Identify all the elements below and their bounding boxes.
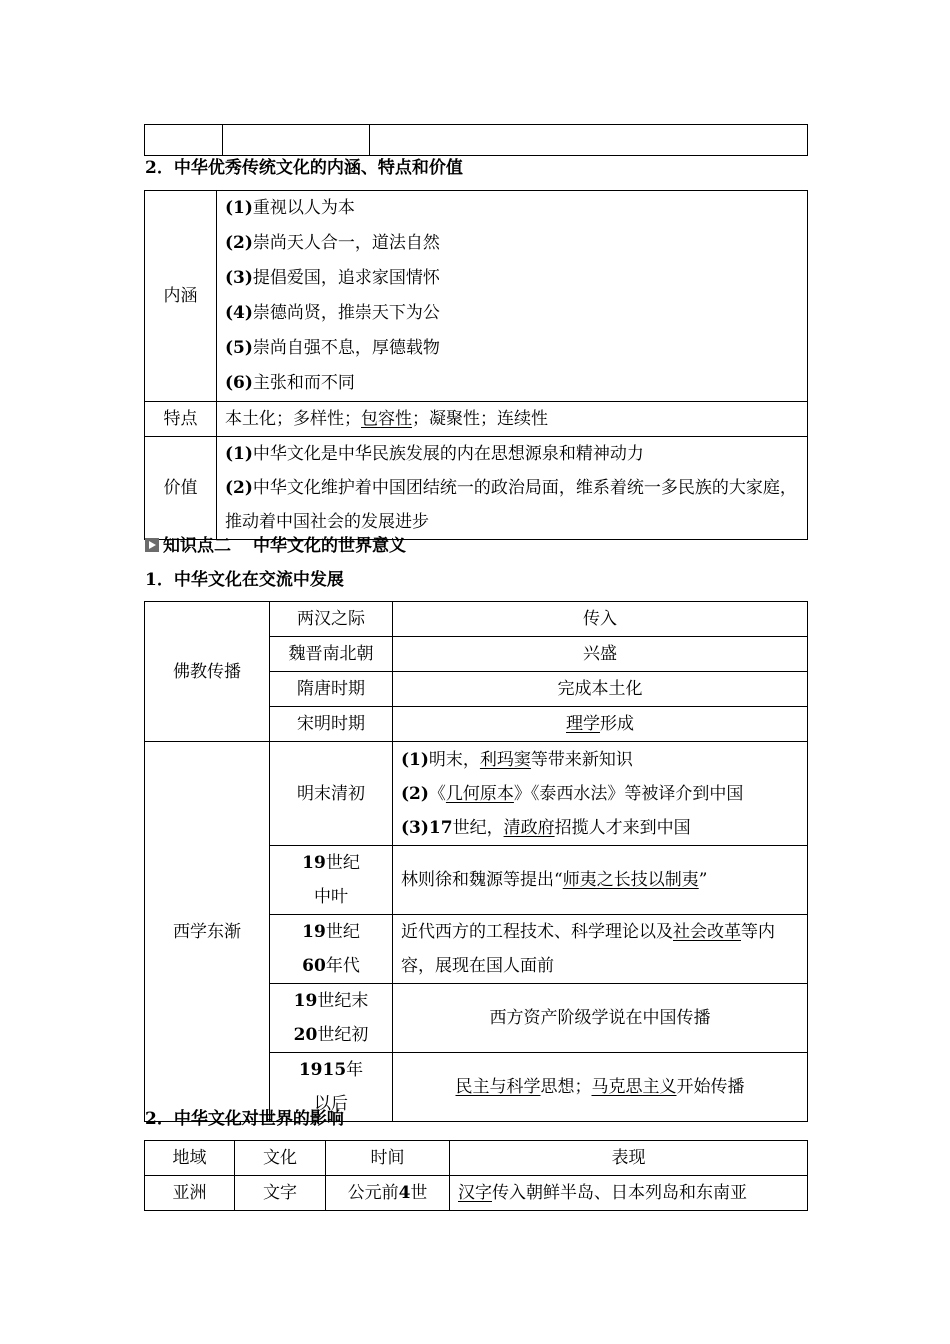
text: 中叶 xyxy=(314,887,348,907)
text: 招揽人才来到中国 xyxy=(554,817,691,838)
period-number: 19 xyxy=(293,991,318,1011)
item-text: 提倡爱国，追求家国情怀 xyxy=(252,268,440,288)
text: 世 xyxy=(410,1183,428,1203)
underlined-keyword: 包容性 xyxy=(361,409,412,429)
text: 世纪 xyxy=(325,853,360,873)
tedian-label: 特点 xyxy=(145,402,217,437)
period-cell xyxy=(270,984,393,1053)
text: 传入朝鲜半岛、日本列岛和东南亚 xyxy=(492,1183,747,1203)
world-influence-table xyxy=(144,1140,808,1211)
neihan-label: 内涵 xyxy=(145,191,217,402)
period-cell xyxy=(270,846,393,915)
content-cell xyxy=(393,915,808,984)
period-cell xyxy=(270,915,393,984)
item-number: (6) xyxy=(225,373,253,393)
text: 世纪末 xyxy=(317,991,369,1011)
period-cell: 两汉之际 xyxy=(270,602,393,637)
header-time: 时间 xyxy=(326,1141,450,1176)
text: 本土化；多样性； xyxy=(225,409,361,429)
text: 开始传播 xyxy=(676,1077,745,1097)
period-cell: 明末清初 xyxy=(270,742,393,846)
item-number: (3)17 xyxy=(401,817,453,838)
text: 形成 xyxy=(600,714,634,734)
text: 》《泰西水法》等被译介到中国 xyxy=(513,783,744,804)
text: ；凝聚性；连续性 xyxy=(412,409,548,429)
text: 《 xyxy=(428,783,446,804)
text: 世纪 xyxy=(325,922,360,942)
underlined-keyword: 师夷之长技以制夷 xyxy=(562,870,699,890)
empty-cell xyxy=(370,125,808,156)
text: 等带来新知识 xyxy=(530,749,633,770)
period-number: 19 xyxy=(302,853,326,873)
content-cell: 西方资产阶级学说在中国传播 xyxy=(393,984,808,1053)
item-text: 中华文化是中华民族发展的内在思想源泉和精神动力 xyxy=(252,444,644,464)
period-number: 60 xyxy=(302,956,326,976)
item-text: 崇德尚贤，推崇天下为公 xyxy=(252,303,440,323)
knowledge-point-heading xyxy=(145,534,406,558)
text: 以后 xyxy=(314,1094,348,1114)
jiazhi-label: 价值 xyxy=(145,437,217,540)
content-cell: 完成本土化 xyxy=(393,672,808,707)
item-text: 崇尚自强不息，厚德载物 xyxy=(252,338,440,358)
manifestation-cell xyxy=(450,1176,808,1211)
text: 思想； xyxy=(540,1077,592,1097)
text: 公元前 xyxy=(347,1183,399,1203)
section-heading-exchange: 1．中华文化在交流中发展 xyxy=(145,570,344,590)
item-number: (4) xyxy=(225,303,253,323)
traditional-culture-table xyxy=(144,190,808,540)
region-cell: 亚洲 xyxy=(145,1176,235,1211)
period-cell: 隋唐时期 xyxy=(270,672,393,707)
item-text: 主张和而不同 xyxy=(252,373,355,393)
underlined-keyword: 马克思主义 xyxy=(591,1077,677,1097)
period-number: 1915 xyxy=(298,1060,347,1080)
period-number: 20 xyxy=(293,1025,318,1045)
header-manifestation: 表现 xyxy=(450,1141,808,1176)
content-cell xyxy=(393,1053,808,1122)
jiazhi-content xyxy=(217,437,808,540)
neihan-content xyxy=(217,191,808,402)
knowledge-point-label: 知识点二 xyxy=(163,536,231,556)
period-number: 19 xyxy=(302,922,326,942)
period-cell: 魏晋南北朝 xyxy=(270,637,393,672)
content-cell xyxy=(393,846,808,915)
item-number: (1) xyxy=(401,749,429,770)
header-culture: 文化 xyxy=(235,1141,326,1176)
content-cell xyxy=(393,742,808,846)
content-cell xyxy=(393,707,808,742)
knowledge-point-title: 中华文化的世界意义 xyxy=(253,536,406,556)
item-number: (5) xyxy=(225,338,253,358)
time-number: 4 xyxy=(398,1183,411,1203)
item-number: (2) xyxy=(401,783,429,804)
text: 明末， xyxy=(428,749,480,770)
time-cell xyxy=(326,1176,450,1211)
section-heading-world-influence: 2．中华文化对世界的影响 xyxy=(145,1109,344,1129)
underlined-keyword: 几何原本 xyxy=(445,783,514,804)
text: 年 xyxy=(346,1060,364,1080)
item-number: (1) xyxy=(225,444,253,464)
item-number: (1) xyxy=(225,198,253,218)
underlined-keyword: 清政府 xyxy=(503,817,555,838)
culture-cell: 文字 xyxy=(235,1176,326,1211)
exchange-table xyxy=(144,601,808,1122)
top-fragment-table xyxy=(144,124,808,156)
content-cell: 传入 xyxy=(393,602,808,637)
content-cell: 兴盛 xyxy=(393,637,808,672)
item-number: (3) xyxy=(225,268,253,288)
text: 世纪， xyxy=(452,817,504,838)
empty-cell xyxy=(145,125,223,156)
text: 等内容，展现在国人面前 xyxy=(401,922,775,976)
text: 年代 xyxy=(325,956,360,976)
empty-cell xyxy=(223,125,370,156)
play-triangle-icon xyxy=(145,538,159,552)
item-number: (2) xyxy=(225,478,253,498)
underlined-keyword: 汉字 xyxy=(458,1183,492,1203)
item-text: 崇尚天人合一，道法自然 xyxy=(252,233,440,253)
item-text: 重视以人为本 xyxy=(252,198,355,218)
text: ” xyxy=(698,870,708,890)
item-number: (2) xyxy=(225,233,253,253)
text: 林则徐和魏源等提出“ xyxy=(401,870,563,890)
header-region: 地域 xyxy=(145,1141,235,1176)
tedian-content xyxy=(217,402,808,437)
text: 近代西方的工程技术、科学理论以及 xyxy=(401,922,673,942)
section-heading-traditional-culture: 2．中华优秀传统文化的内涵、特点和价值 xyxy=(145,158,463,178)
buddhism-label: 佛教传播 xyxy=(145,602,270,742)
text: 世纪初 xyxy=(317,1025,369,1045)
western-label: 西学东渐 xyxy=(145,742,270,1122)
underlined-keyword: 民主与科学 xyxy=(455,1077,541,1097)
underlined-keyword: 理学 xyxy=(566,714,600,734)
underlined-keyword: 社会改革 xyxy=(673,922,741,942)
underlined-keyword: 利玛窦 xyxy=(479,749,531,770)
period-cell: 宋明时期 xyxy=(270,707,393,742)
item-text: 中华文化维护着中国团结统一的政治局面，维系着统一多民族的大家庭，推动着中国社会的发展进步 xyxy=(225,478,797,532)
